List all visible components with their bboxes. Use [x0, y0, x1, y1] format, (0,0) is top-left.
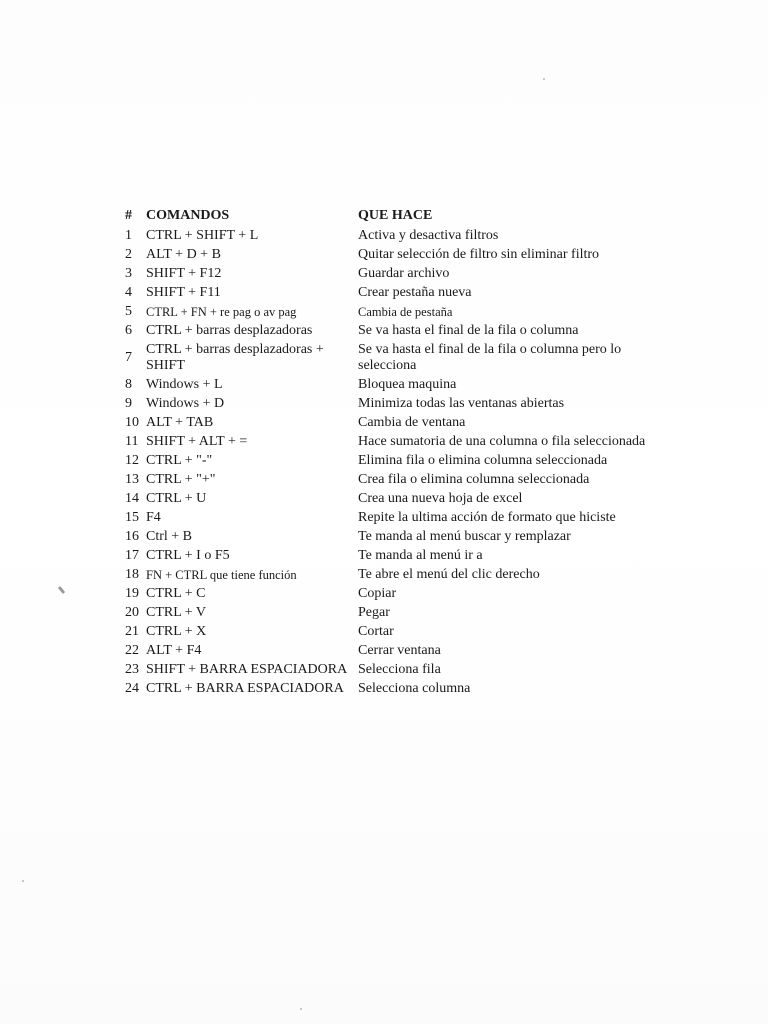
row-action: Te manda al menú ir a — [358, 548, 483, 563]
table-row — [125, 642, 648, 661]
row-action: Activa y desactiva filtros — [358, 228, 499, 243]
header-commands: COMANDOS — [146, 208, 230, 223]
row-action: Se va hasta el final de la fila o columna — [358, 323, 579, 338]
table-row — [125, 265, 648, 284]
row-number: 21 — [125, 624, 139, 639]
row-command: CTRL + I o F5 — [146, 548, 230, 563]
row-action: Te abre el menú del clic derecho — [358, 567, 540, 582]
row-action: Minimiza todas las ventanas abiertas — [358, 396, 565, 411]
row-action: Se va hasta el final de la fila o columna pero lo selecciona — [358, 342, 622, 373]
row-command: CTRL + BARRA ESPACIADORA — [146, 681, 344, 696]
row-action: Te manda al menú buscar y remplazar — [358, 529, 571, 544]
table-row — [125, 414, 648, 433]
row-action: Crea una nueva hoja de excel — [358, 491, 523, 506]
row-action: Cortar — [358, 624, 394, 639]
table-row — [125, 341, 648, 376]
row-number: 18 — [125, 567, 139, 582]
table-row — [125, 661, 648, 680]
row-number: 6 — [125, 323, 132, 338]
table-row — [125, 604, 648, 623]
row-number: 4 — [125, 285, 132, 300]
row-number: 11 — [125, 434, 139, 449]
row-action: Quitar selección de filtro sin eliminar filtro — [358, 247, 600, 262]
row-action: Copiar — [358, 586, 397, 601]
row-command: ALT + F4 — [146, 643, 202, 658]
row-action: Crear pestaña nueva — [358, 285, 472, 300]
row-command: Windows + L — [146, 377, 223, 392]
row-command: CTRL + barras desplazadoras + SHIFT — [146, 342, 324, 373]
table-row — [125, 433, 648, 452]
table-row — [125, 227, 648, 246]
table-row — [125, 452, 648, 471]
row-command: SHIFT + F11 — [146, 285, 221, 300]
row-command: CTRL + "+" — [146, 472, 216, 487]
table-row — [125, 471, 648, 490]
row-command: F4 — [146, 510, 161, 525]
row-action: Selecciona fila — [358, 662, 441, 677]
row-number: 3 — [125, 266, 132, 281]
row-command: CTRL + C — [146, 586, 206, 601]
table-row — [125, 303, 648, 322]
row-number: 24 — [125, 681, 139, 696]
row-action: Cambia de ventana — [358, 415, 466, 430]
table-row — [125, 623, 648, 642]
row-number: 23 — [125, 662, 139, 677]
row-command: CTRL + X — [146, 624, 207, 639]
table-row — [125, 585, 648, 604]
row-number: 1 — [125, 228, 132, 243]
row-number: 22 — [125, 643, 139, 658]
row-command: SHIFT + ALT + = — [146, 434, 248, 449]
table-row — [125, 509, 648, 528]
row-number: 7 — [125, 350, 132, 365]
scan-speck — [300, 1008, 302, 1010]
table-row — [125, 566, 648, 585]
row-command: FN + CTRL que tiene función — [146, 568, 297, 582]
row-command: CTRL + V — [146, 605, 207, 620]
row-command: CTRL + "-" — [146, 453, 213, 468]
row-number: 10 — [125, 415, 139, 430]
row-action: Elimina fila o elimina columna seleccionada — [358, 453, 608, 468]
table-row — [125, 322, 648, 341]
row-command: CTRL + FN + re pag o av pag — [146, 305, 297, 319]
row-command: CTRL + U — [146, 491, 207, 506]
row-command: CTRL + barras desplazadoras — [146, 323, 313, 338]
row-action: Pegar — [358, 605, 390, 620]
row-action: Selecciona columna — [358, 681, 471, 696]
row-action: Guardar archivo — [358, 266, 450, 281]
row-command: ALT + D + B — [146, 247, 221, 262]
row-number: 17 — [125, 548, 139, 563]
row-number: 15 — [125, 510, 139, 525]
row-action: Repite la ultima acción de formato que hiciste — [358, 510, 616, 525]
row-command: Ctrl + B — [146, 529, 193, 544]
row-action: Crea fila o elimina columna seleccionada — [358, 472, 590, 487]
row-number: 14 — [125, 491, 139, 506]
table-header-row — [125, 207, 648, 227]
row-action: Cambia de pestaña — [358, 305, 453, 319]
row-action: Bloquea maquina — [358, 377, 457, 392]
row-number: 2 — [125, 247, 132, 262]
table-row — [125, 490, 648, 509]
row-number: 12 — [125, 453, 139, 468]
shortcuts-table — [125, 207, 648, 699]
table-row — [125, 284, 648, 303]
table-row — [125, 246, 648, 265]
row-number: 16 — [125, 529, 139, 544]
row-action: Hace sumatoria de una columna o fila seleccionada — [358, 434, 646, 449]
row-number: 20 — [125, 605, 139, 620]
row-number: 5 — [125, 304, 132, 319]
table-row — [125, 376, 648, 395]
row-number: 13 — [125, 472, 139, 487]
row-number: 8 — [125, 377, 132, 392]
table-row — [125, 547, 648, 566]
scan-speck — [543, 78, 545, 80]
row-command: SHIFT + BARRA ESPACIADORA — [146, 662, 348, 677]
table-row — [125, 680, 648, 699]
row-command: SHIFT + F12 — [146, 266, 222, 281]
scan-speck — [58, 586, 65, 594]
row-number: 9 — [125, 396, 132, 411]
row-number: 19 — [125, 586, 139, 601]
row-command: Windows + D — [146, 396, 225, 411]
table-row — [125, 395, 648, 414]
table-row — [125, 528, 648, 547]
row-command: CTRL + SHIFT + L — [146, 228, 259, 243]
header-num: # — [125, 208, 132, 223]
row-action: Cerrar ventana — [358, 643, 441, 658]
row-command: ALT + TAB — [146, 415, 214, 430]
header-action: QUE HACE — [358, 208, 433, 223]
scan-speck — [22, 880, 24, 882]
